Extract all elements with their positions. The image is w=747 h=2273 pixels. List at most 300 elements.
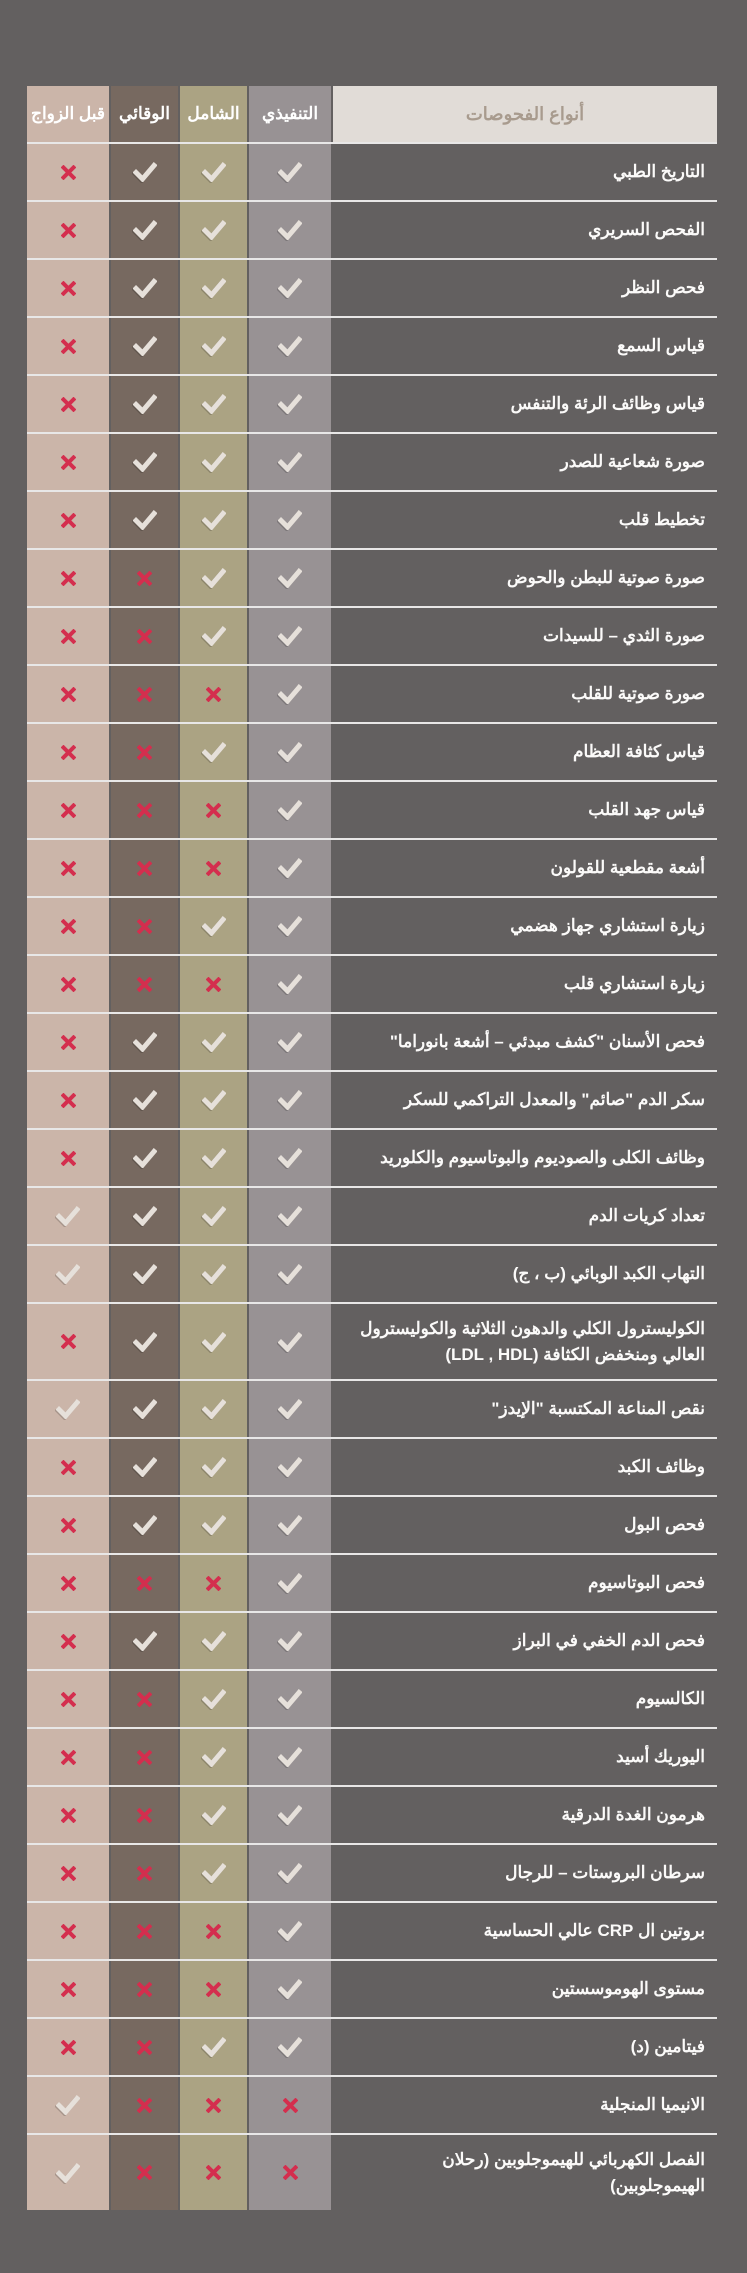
mark-cell-executive bbox=[249, 492, 331, 548]
mark-cell-comprehensive bbox=[180, 956, 247, 1012]
mark-cell-executive bbox=[249, 260, 331, 316]
cross-icon bbox=[137, 919, 152, 934]
mark-cell-comprehensive bbox=[180, 1246, 247, 1302]
mark-cell-comprehensive bbox=[180, 2077, 247, 2133]
check-icon bbox=[278, 1206, 302, 1226]
comprehensive-column-label: الشامل bbox=[187, 104, 240, 123]
mark-cell-premarital bbox=[27, 376, 109, 432]
table-row bbox=[27, 606, 717, 664]
cross-icon bbox=[137, 2098, 152, 2113]
cross-icon bbox=[283, 2098, 298, 2113]
checkup-comparison-table bbox=[27, 86, 717, 2210]
mark-cell-comprehensive bbox=[180, 376, 247, 432]
cross-icon bbox=[61, 339, 76, 354]
check-icon bbox=[202, 1515, 226, 1535]
check-icon bbox=[278, 1032, 302, 1052]
mark-cell-comprehensive bbox=[180, 782, 247, 838]
exam-name-label: هرمون الغدة الدرقية bbox=[561, 1805, 705, 1825]
cross-icon bbox=[61, 281, 76, 296]
exam-types-title: أنواع الفحوصات bbox=[465, 103, 585, 124]
mark-cell-premarital bbox=[27, 1613, 109, 1669]
mark-cell-comprehensive bbox=[180, 1381, 247, 1437]
exam-name-label: التاريخ الطبي bbox=[613, 162, 705, 182]
cross-icon bbox=[206, 2098, 221, 2113]
cross-icon bbox=[61, 1576, 76, 1591]
table-header-row bbox=[27, 86, 717, 142]
mark-cell-preventive bbox=[111, 260, 178, 316]
check-icon bbox=[133, 1090, 157, 1110]
check-icon bbox=[278, 1090, 302, 1110]
check-icon bbox=[278, 1921, 302, 1941]
exam-name-label: الفحص السريري bbox=[588, 220, 705, 240]
mark-cell-comprehensive bbox=[180, 260, 247, 316]
check-icon bbox=[202, 1332, 226, 1352]
table-body bbox=[27, 142, 717, 2210]
cross-icon bbox=[61, 687, 76, 702]
check-icon bbox=[278, 394, 302, 414]
table-row bbox=[27, 722, 717, 780]
cross-icon bbox=[61, 1924, 76, 1939]
table-row bbox=[27, 200, 717, 258]
mark-cell-executive bbox=[249, 1188, 331, 1244]
cross-icon bbox=[206, 803, 221, 818]
cross-icon bbox=[61, 629, 76, 644]
check-icon bbox=[278, 1148, 302, 1168]
cross-icon bbox=[206, 1576, 221, 1591]
mark-cell-premarital bbox=[27, 1381, 109, 1437]
exam-name-label: قياس السمع bbox=[617, 336, 705, 356]
exam-name-label: أشعة مقطعية للقولون bbox=[550, 858, 705, 878]
cross-icon bbox=[61, 223, 76, 238]
mark-cell-comprehensive bbox=[180, 1787, 247, 1843]
cross-icon bbox=[137, 687, 152, 702]
mark-cell-preventive bbox=[111, 608, 178, 664]
mark-cell-preventive bbox=[111, 1787, 178, 1843]
check-icon bbox=[278, 1573, 302, 1593]
table-row bbox=[27, 1302, 717, 1379]
mark-cell-executive bbox=[249, 956, 331, 1012]
mark-cell-comprehensive bbox=[180, 144, 247, 200]
table-row bbox=[27, 374, 717, 432]
exam-name-label: فحص الدم الخفي في البراز bbox=[513, 1631, 705, 1651]
mark-cell-executive bbox=[249, 1304, 331, 1379]
cross-icon bbox=[137, 2165, 152, 2180]
mark-cell-comprehensive bbox=[180, 724, 247, 780]
mark-cell-preventive bbox=[111, 1381, 178, 1437]
check-icon bbox=[56, 1206, 80, 1226]
table-row bbox=[27, 664, 717, 722]
table-row bbox=[27, 838, 717, 896]
mark-cell-premarital bbox=[27, 1961, 109, 2017]
table-row bbox=[27, 1437, 717, 1495]
mark-cell-premarital bbox=[27, 434, 109, 490]
table-row bbox=[27, 1070, 717, 1128]
mark-cell-preventive bbox=[111, 1188, 178, 1244]
mark-cell-comprehensive bbox=[180, 1903, 247, 1959]
exam-name-label: مستوى الهوموسستين bbox=[551, 1979, 705, 1999]
cross-icon bbox=[61, 1808, 76, 1823]
table-row bbox=[27, 2133, 717, 2210]
check-icon bbox=[202, 1264, 226, 1284]
check-icon bbox=[202, 2037, 226, 2057]
exam-name-label: نقص المناعة المكتسبة "الإيدز" bbox=[491, 1399, 705, 1419]
table-row bbox=[27, 1727, 717, 1785]
mark-cell-executive bbox=[249, 318, 331, 374]
mark-cell-preventive bbox=[111, 1072, 178, 1128]
check-icon bbox=[202, 278, 226, 298]
mark-cell-comprehensive bbox=[180, 318, 247, 374]
check-icon bbox=[278, 1332, 302, 1352]
exam-name-label: صورة صوتية للبطن والحوض bbox=[507, 568, 705, 588]
cross-icon bbox=[61, 919, 76, 934]
mark-cell-premarital bbox=[27, 1903, 109, 1959]
check-icon bbox=[202, 568, 226, 588]
cross-icon bbox=[61, 977, 76, 992]
mark-cell-premarital bbox=[27, 1787, 109, 1843]
check-icon bbox=[202, 452, 226, 472]
mark-cell-executive bbox=[249, 1439, 331, 1495]
mark-cell-premarital bbox=[27, 2019, 109, 2075]
check-icon bbox=[133, 220, 157, 240]
mark-cell-preventive bbox=[111, 840, 178, 896]
check-icon bbox=[278, 510, 302, 530]
cross-icon bbox=[61, 861, 76, 876]
check-icon bbox=[133, 1515, 157, 1535]
exam-name-label: فيتامين (د) bbox=[630, 2037, 705, 2057]
mark-cell-preventive bbox=[111, 550, 178, 606]
table-row bbox=[27, 490, 717, 548]
check-icon bbox=[133, 336, 157, 356]
cross-icon bbox=[137, 1808, 152, 1823]
check-icon bbox=[133, 1332, 157, 1352]
cross-icon bbox=[137, 1750, 152, 1765]
mark-cell-executive bbox=[249, 1903, 331, 1959]
cross-icon bbox=[61, 1866, 76, 1881]
check-icon bbox=[202, 1457, 226, 1477]
cross-icon bbox=[61, 397, 76, 412]
column-header-preventive bbox=[111, 86, 178, 142]
check-icon bbox=[202, 510, 226, 530]
mark-cell-preventive bbox=[111, 318, 178, 374]
mark-cell-premarital bbox=[27, 2135, 109, 2210]
table-row bbox=[27, 2017, 717, 2075]
cross-icon bbox=[61, 1634, 76, 1649]
mark-cell-comprehensive bbox=[180, 898, 247, 954]
mark-cell-preventive bbox=[111, 1903, 178, 1959]
table-row bbox=[27, 1553, 717, 1611]
check-icon bbox=[133, 510, 157, 530]
column-header-premarital bbox=[27, 86, 109, 142]
cross-icon bbox=[61, 455, 76, 470]
mark-cell-preventive bbox=[111, 782, 178, 838]
mark-cell-executive bbox=[249, 1613, 331, 1669]
mark-cell-executive bbox=[249, 724, 331, 780]
check-icon bbox=[202, 1090, 226, 1110]
table-row bbox=[27, 548, 717, 606]
mark-cell-executive bbox=[249, 1381, 331, 1437]
check-icon bbox=[278, 1863, 302, 1883]
mark-cell-premarital bbox=[27, 1439, 109, 1495]
exam-name-label: الكوليسترول الكلي والدهون الثلاثية والكوليسترول العالي ومنخفض الكثافة (LDL , HDL) bbox=[360, 1319, 705, 1364]
check-icon bbox=[278, 1515, 302, 1535]
exam-name-label: تعداد كريات الدم bbox=[588, 1206, 705, 1226]
check-icon bbox=[56, 2095, 80, 2115]
exam-name-label: التهاب الكبد الوبائي (ب ، ج) bbox=[512, 1264, 705, 1284]
mark-cell-premarital bbox=[27, 1671, 109, 1727]
mark-cell-premarital bbox=[27, 1729, 109, 1785]
mark-cell-executive bbox=[249, 1729, 331, 1785]
mark-cell-comprehensive bbox=[180, 2135, 247, 2210]
mark-cell-executive bbox=[249, 1130, 331, 1186]
mark-cell-premarital bbox=[27, 144, 109, 200]
cross-icon bbox=[61, 1151, 76, 1166]
mark-cell-preventive bbox=[111, 376, 178, 432]
mark-cell-premarital bbox=[27, 260, 109, 316]
mark-cell-comprehensive bbox=[180, 1014, 247, 1070]
check-icon bbox=[278, 1399, 302, 1419]
table-row bbox=[27, 258, 717, 316]
mark-cell-executive bbox=[249, 1497, 331, 1553]
mark-cell-executive bbox=[249, 2135, 331, 2210]
table-row bbox=[27, 954, 717, 1012]
cross-icon bbox=[137, 1576, 152, 1591]
check-icon bbox=[202, 336, 226, 356]
mark-cell-preventive bbox=[111, 1304, 178, 1379]
table-row bbox=[27, 1379, 717, 1437]
check-icon bbox=[202, 1631, 226, 1651]
exam-name-label: فحص البوتاسيوم bbox=[587, 1573, 705, 1593]
cross-icon bbox=[206, 1924, 221, 1939]
mark-cell-comprehensive bbox=[180, 608, 247, 664]
exam-name-label: وظائف الكبد bbox=[617, 1457, 705, 1477]
mark-cell-comprehensive bbox=[180, 1072, 247, 1128]
check-icon bbox=[202, 1747, 226, 1767]
mark-cell-premarital bbox=[27, 1304, 109, 1379]
mark-cell-comprehensive bbox=[180, 492, 247, 548]
check-icon bbox=[202, 1148, 226, 1168]
mark-cell-comprehensive bbox=[180, 1497, 247, 1553]
cross-icon bbox=[137, 861, 152, 876]
table-row bbox=[27, 1669, 717, 1727]
table-row bbox=[27, 780, 717, 838]
cross-icon bbox=[61, 513, 76, 528]
mark-cell-comprehensive bbox=[180, 1130, 247, 1186]
mark-cell-preventive bbox=[111, 1014, 178, 1070]
mark-cell-executive bbox=[249, 2019, 331, 2075]
mark-cell-preventive bbox=[111, 1613, 178, 1669]
check-icon bbox=[278, 278, 302, 298]
cross-icon bbox=[61, 571, 76, 586]
exam-name-label: زيارة استشاري جهاز هضمي bbox=[510, 916, 705, 936]
table-row bbox=[27, 1785, 717, 1843]
check-icon bbox=[202, 742, 226, 762]
check-icon bbox=[278, 1264, 302, 1284]
table-row bbox=[27, 316, 717, 374]
check-icon bbox=[278, 1689, 302, 1709]
mark-cell-comprehensive bbox=[180, 1555, 247, 1611]
cross-icon bbox=[137, 571, 152, 586]
mark-cell-executive bbox=[249, 550, 331, 606]
cross-icon bbox=[61, 1093, 76, 1108]
check-icon bbox=[133, 394, 157, 414]
check-icon bbox=[202, 1399, 226, 1419]
check-icon bbox=[278, 1457, 302, 1477]
mark-cell-preventive bbox=[111, 724, 178, 780]
mark-cell-premarital bbox=[27, 840, 109, 896]
exam-name-label: قياس جهد القلب bbox=[588, 800, 705, 820]
mark-cell-preventive bbox=[111, 1961, 178, 2017]
check-icon bbox=[202, 1863, 226, 1883]
cross-icon bbox=[137, 1866, 152, 1881]
check-icon bbox=[278, 974, 302, 994]
mark-cell-comprehensive bbox=[180, 550, 247, 606]
check-icon bbox=[202, 1805, 226, 1825]
mark-cell-preventive bbox=[111, 2019, 178, 2075]
check-icon bbox=[278, 1747, 302, 1767]
column-header-executive bbox=[249, 86, 331, 142]
exam-name-label: فحص الأسنان "كشف مبدئي – أشعة بانوراما" bbox=[389, 1032, 705, 1052]
mark-cell-executive bbox=[249, 1787, 331, 1843]
mark-cell-executive bbox=[249, 840, 331, 896]
check-icon bbox=[278, 742, 302, 762]
mark-cell-comprehensive bbox=[180, 840, 247, 896]
mark-cell-preventive bbox=[111, 1246, 178, 1302]
mark-cell-executive bbox=[249, 1961, 331, 2017]
table-row bbox=[27, 1128, 717, 1186]
check-icon bbox=[202, 220, 226, 240]
mark-cell-comprehensive bbox=[180, 1439, 247, 1495]
table-row bbox=[27, 1012, 717, 1070]
table-row bbox=[27, 1843, 717, 1901]
exam-name-label: تخطيط قلب bbox=[618, 510, 705, 530]
check-icon bbox=[56, 1264, 80, 1284]
mark-cell-premarital bbox=[27, 1072, 109, 1128]
exam-name-label: صورة شعاعية للصدر bbox=[560, 452, 705, 472]
check-icon bbox=[278, 2037, 302, 2057]
mark-cell-preventive bbox=[111, 666, 178, 722]
mark-cell-comprehensive bbox=[180, 666, 247, 722]
premarital-column-label: قبل الزواج bbox=[30, 104, 106, 123]
cross-icon bbox=[137, 629, 152, 644]
mark-cell-comprehensive bbox=[180, 1729, 247, 1785]
mark-cell-premarital bbox=[27, 956, 109, 1012]
mark-cell-executive bbox=[249, 782, 331, 838]
mark-cell-comprehensive bbox=[180, 202, 247, 258]
cross-icon bbox=[137, 977, 152, 992]
mark-cell-comprehensive bbox=[180, 1961, 247, 2017]
mark-cell-comprehensive bbox=[180, 1671, 247, 1727]
mark-cell-premarital bbox=[27, 202, 109, 258]
exam-name-label: سكر الدم "صائم" والمعدل التراكمي للسكر bbox=[403, 1090, 705, 1110]
mark-cell-executive bbox=[249, 1671, 331, 1727]
mark-cell-executive bbox=[249, 1246, 331, 1302]
exam-name-label: وظائف الكلى والصوديوم والبوتاسيوم والكلوريد bbox=[380, 1148, 705, 1168]
mark-cell-preventive bbox=[111, 956, 178, 1012]
mark-cell-comprehensive bbox=[180, 2019, 247, 2075]
cross-icon bbox=[137, 1924, 152, 1939]
mark-cell-preventive bbox=[111, 2077, 178, 2133]
check-icon bbox=[278, 162, 302, 182]
mark-cell-preventive bbox=[111, 144, 178, 200]
cross-icon bbox=[61, 1518, 76, 1533]
check-icon bbox=[133, 278, 157, 298]
mark-cell-preventive bbox=[111, 202, 178, 258]
check-icon bbox=[56, 2163, 80, 2183]
table-row bbox=[27, 1186, 717, 1244]
cross-icon bbox=[61, 1334, 76, 1349]
mark-cell-comprehensive bbox=[180, 434, 247, 490]
mark-cell-premarital bbox=[27, 898, 109, 954]
executive-column-label: التنفيذي bbox=[261, 104, 319, 123]
cross-icon bbox=[206, 2165, 221, 2180]
exam-name-label: سرطان البروستات – للرجال bbox=[505, 1863, 705, 1883]
table-row bbox=[27, 1495, 717, 1553]
check-icon bbox=[278, 1631, 302, 1651]
check-icon bbox=[278, 858, 302, 878]
exam-name-label: بروتين ال CRP عالي الحساسية bbox=[483, 1921, 705, 1941]
mark-cell-preventive bbox=[111, 898, 178, 954]
mark-cell-premarital bbox=[27, 550, 109, 606]
check-icon bbox=[278, 452, 302, 472]
check-icon bbox=[133, 162, 157, 182]
check-icon bbox=[278, 684, 302, 704]
mark-cell-premarital bbox=[27, 1014, 109, 1070]
table-row bbox=[27, 2075, 717, 2133]
mark-cell-premarital bbox=[27, 492, 109, 548]
exam-name-label: صورة الثدي – للسيدات bbox=[543, 626, 705, 646]
mark-cell-preventive bbox=[111, 1845, 178, 1901]
check-icon bbox=[133, 1631, 157, 1651]
exam-name-label: اليوريك أسيد bbox=[616, 1747, 705, 1767]
table-row bbox=[27, 1611, 717, 1669]
check-icon bbox=[278, 800, 302, 820]
cross-icon bbox=[137, 1982, 152, 1997]
exam-name-label: فحص البول bbox=[624, 1515, 705, 1535]
mark-cell-executive bbox=[249, 1845, 331, 1901]
mark-cell-preventive bbox=[111, 1729, 178, 1785]
mark-cell-executive bbox=[249, 1014, 331, 1070]
table-row bbox=[27, 1959, 717, 2017]
mark-cell-premarital bbox=[27, 318, 109, 374]
exam-name-label: الانيميا المنجلية bbox=[600, 2095, 705, 2115]
cross-icon bbox=[61, 1460, 76, 1475]
mark-cell-comprehensive bbox=[180, 1613, 247, 1669]
mark-cell-preventive bbox=[111, 434, 178, 490]
exam-name-label: قياس كثافة العظام bbox=[572, 742, 705, 762]
check-icon bbox=[278, 626, 302, 646]
mark-cell-premarital bbox=[27, 1497, 109, 1553]
mark-cell-premarital bbox=[27, 666, 109, 722]
mark-cell-preventive bbox=[111, 1439, 178, 1495]
cross-icon bbox=[137, 745, 152, 760]
check-icon bbox=[56, 1399, 80, 1419]
mark-cell-executive bbox=[249, 376, 331, 432]
exam-types-header-cell bbox=[333, 86, 717, 142]
mark-cell-executive bbox=[249, 898, 331, 954]
mark-cell-executive bbox=[249, 434, 331, 490]
check-icon bbox=[133, 1148, 157, 1168]
table-row bbox=[27, 1901, 717, 1959]
cross-icon bbox=[61, 165, 76, 180]
check-icon bbox=[202, 394, 226, 414]
mark-cell-preventive bbox=[111, 1497, 178, 1553]
mark-cell-preventive bbox=[111, 1671, 178, 1727]
cross-icon bbox=[61, 1035, 76, 1050]
mark-cell-executive bbox=[249, 202, 331, 258]
check-icon bbox=[202, 162, 226, 182]
check-icon bbox=[278, 568, 302, 588]
cross-icon bbox=[61, 1982, 76, 1997]
